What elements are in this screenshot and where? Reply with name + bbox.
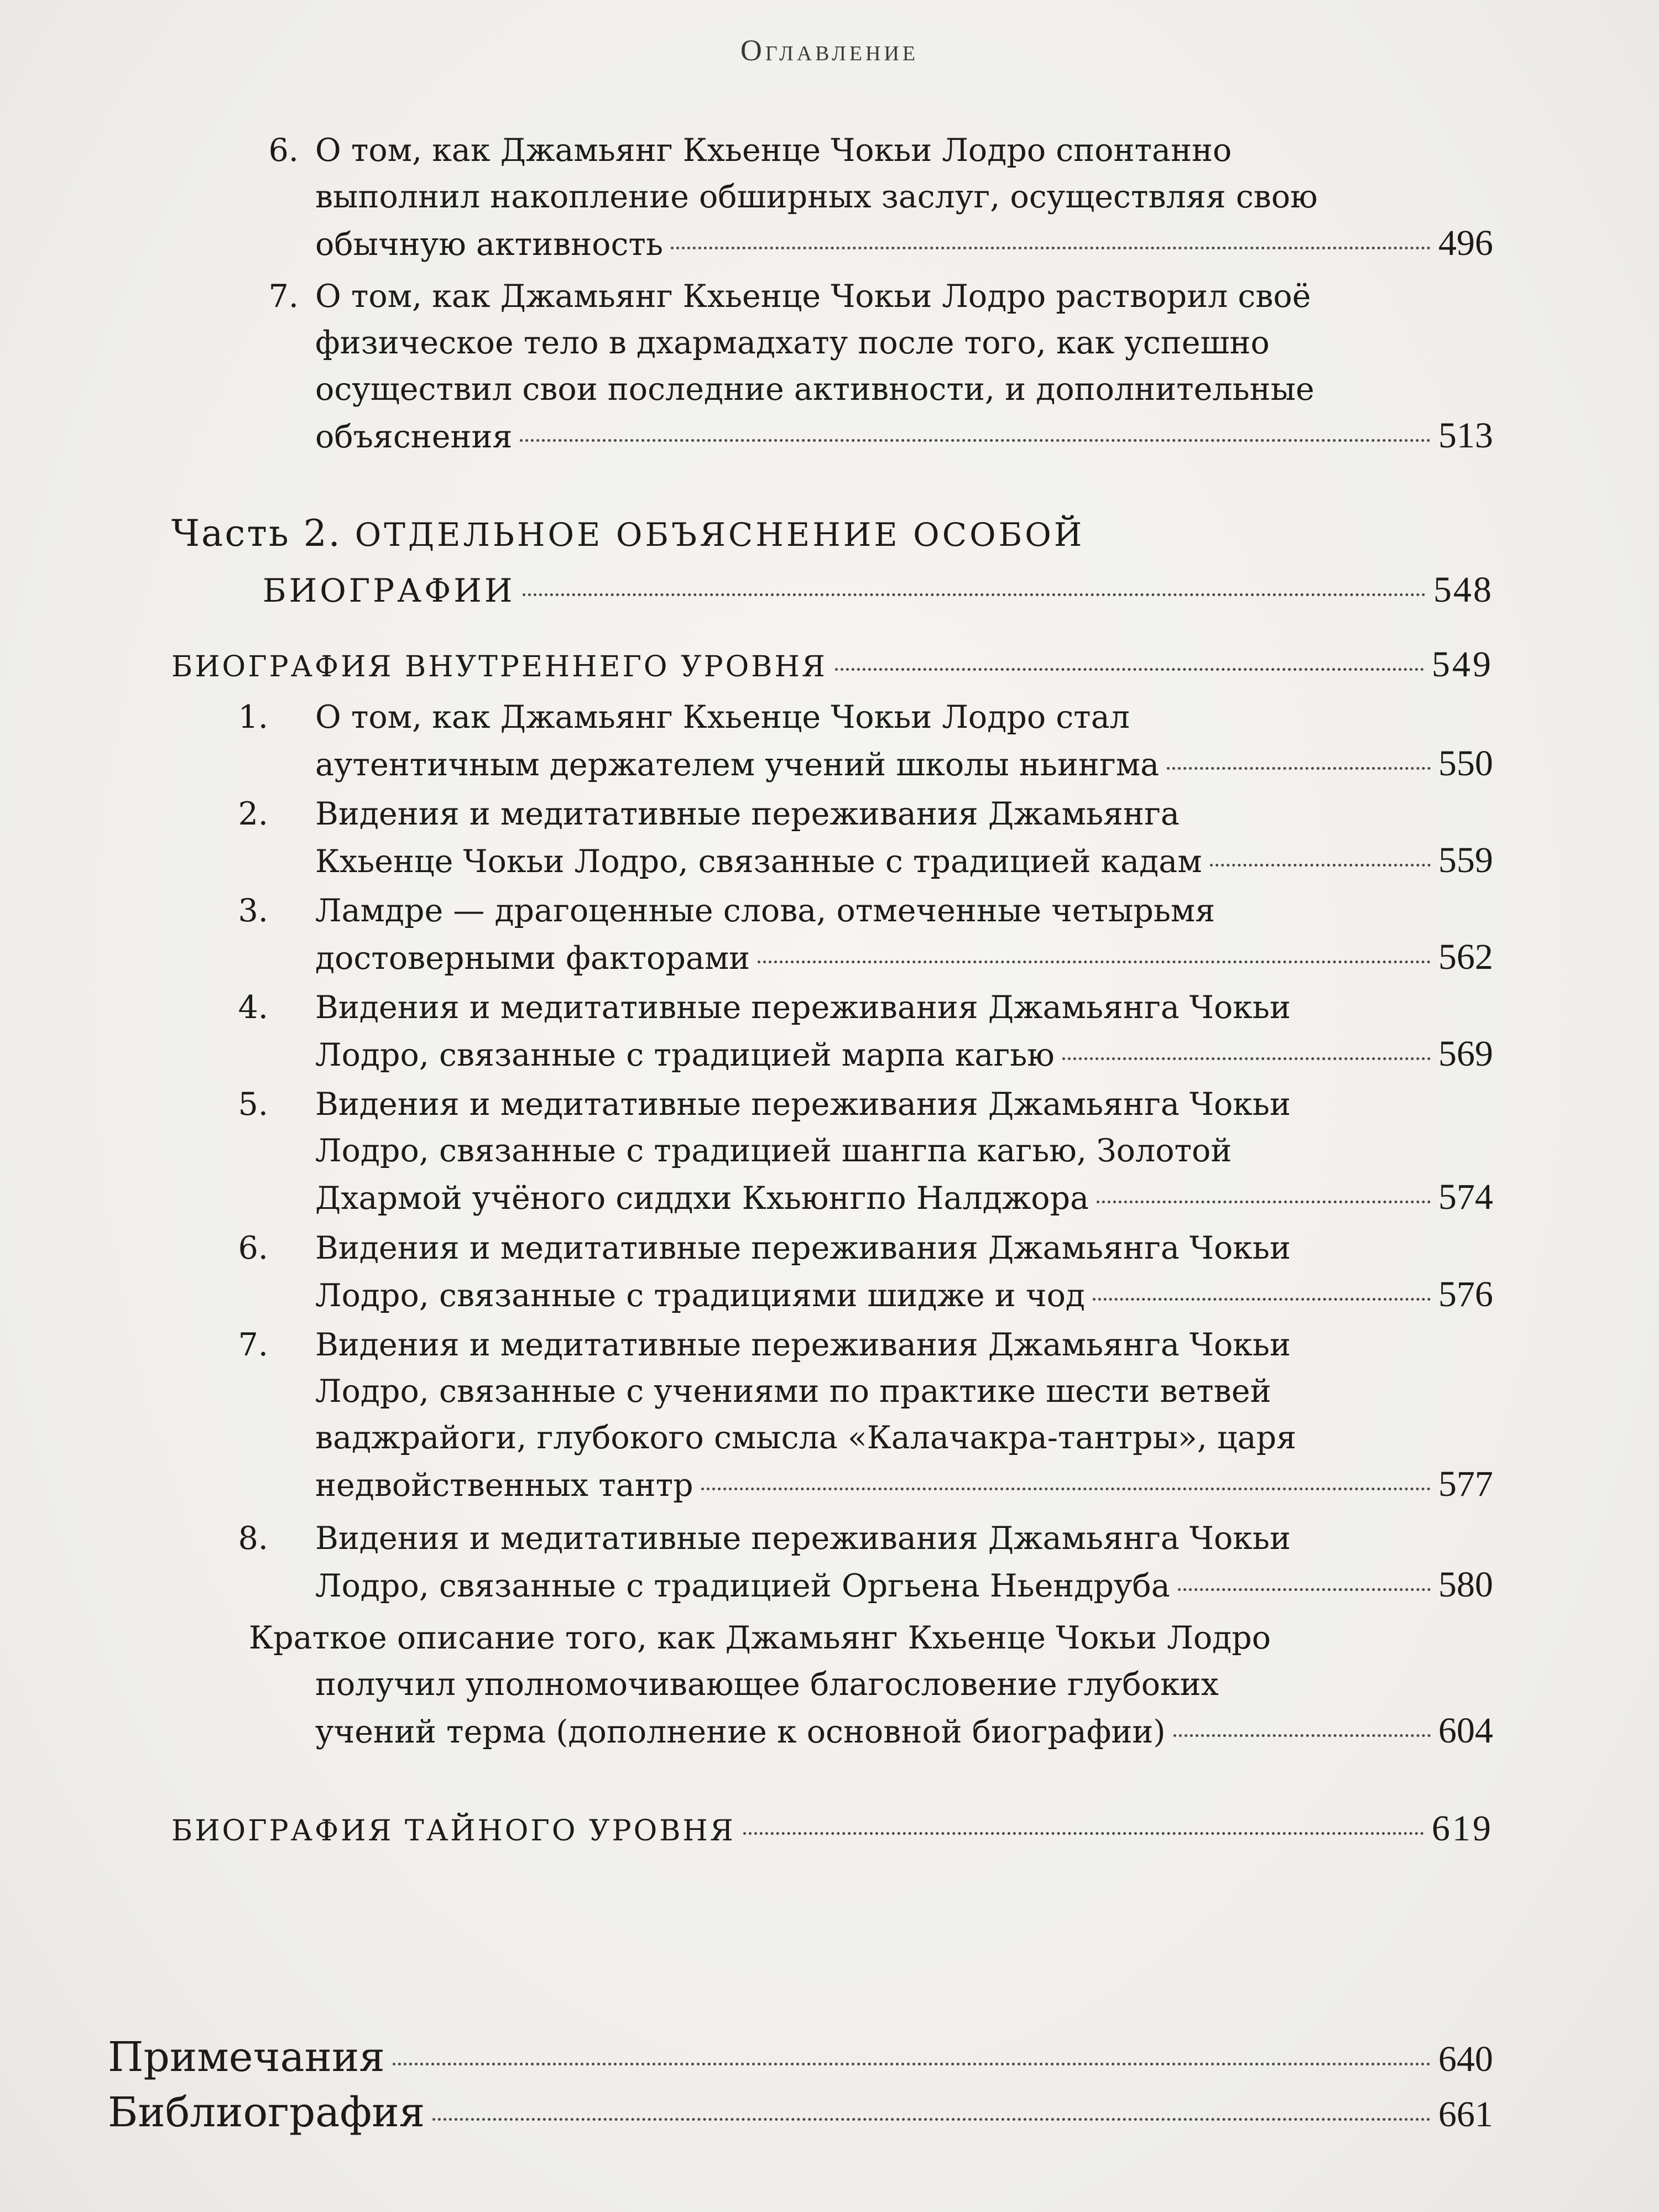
toc-entry-inner-section[interactable] bbox=[171, 641, 1493, 690]
entry-line: недвойственных тантр bbox=[315, 1467, 693, 1504]
toc-entry-secret-section[interactable] bbox=[171, 1806, 1493, 1854]
entry-line: О том, как Джамьянг Кхьенце Чокьи Лодро стал bbox=[315, 699, 1130, 735]
entry-number: 8. bbox=[238, 1520, 268, 1557]
running-head: Оглавление bbox=[740, 34, 919, 67]
entry-line: Видения и медитативные переживания Джамьянга Чокьи bbox=[315, 1086, 1291, 1123]
toc-entry-inner-7[interactable] bbox=[218, 1322, 1493, 1509]
page-number: 640 bbox=[1438, 2039, 1493, 2079]
dot-leader bbox=[743, 1832, 1424, 1835]
dot-leader bbox=[701, 1488, 1431, 1490]
dot-leader bbox=[835, 668, 1424, 671]
page-number: 580 bbox=[1438, 1564, 1493, 1605]
entry-number: 1. bbox=[238, 699, 268, 735]
entry-line: достоверными факторами bbox=[315, 940, 750, 977]
entry-line: получил уполномочивающее благословение глубоких bbox=[315, 1666, 1219, 1703]
entry-line: Лодро, связанные с традициями шидже и чод bbox=[315, 1277, 1086, 1314]
page-number: 559 bbox=[1438, 840, 1493, 880]
page-number: 548 bbox=[1433, 570, 1493, 610]
section-title: БИОГРАФИЯ ВНУТРЕННЕГО УРОВНЯ bbox=[171, 650, 827, 684]
entry-number: 2. bbox=[238, 796, 268, 832]
entry-number: 6. bbox=[238, 1230, 268, 1266]
entry-line: учений терма (дополнение к основной биографии) bbox=[315, 1714, 1166, 1750]
entry-line: Лодро, связанные с традицией марпа кагью bbox=[315, 1037, 1055, 1073]
toc-entry-bibliography[interactable] bbox=[108, 2085, 1493, 2142]
entry-line: Видения и медитативные переживания Джамьянга Чокьи bbox=[315, 989, 1291, 1026]
dot-leader bbox=[393, 2063, 1431, 2065]
entry-line: Лодро, связанные с традицией Оргьена Ньендруба bbox=[315, 1568, 1170, 1604]
part-title-line: ОТДЕЛЬНОЕ ОБЪЯСНЕНИЕ ОСОБОЙ bbox=[354, 516, 1085, 554]
entry-number: 6. bbox=[268, 132, 299, 169]
part-title-line: БИОГРАФИИ bbox=[263, 572, 515, 609]
entry-line: ваджрайоги, глубокого смысла «Калачакра-тантры», царя bbox=[315, 1420, 1297, 1456]
page-number: 604 bbox=[1438, 1710, 1493, 1751]
entry-line: аутентичным держателем учений школы ньингма bbox=[315, 747, 1160, 783]
dot-leader bbox=[1093, 1298, 1431, 1301]
entry-number: 5. bbox=[238, 1086, 268, 1123]
toc-entry-part1-7[interactable] bbox=[249, 273, 1493, 460]
page-number: 569 bbox=[1438, 1034, 1493, 1074]
toc-entry-notes[interactable] bbox=[108, 2030, 1493, 2087]
page-number: 619 bbox=[1432, 1808, 1493, 1849]
page-number: 574 bbox=[1438, 1177, 1493, 1217]
page-number: 496 bbox=[1438, 223, 1493, 263]
entry-number: 7. bbox=[268, 278, 299, 315]
dot-leader bbox=[1097, 1201, 1431, 1203]
entry-line: Дхармой учёного сиддхи Кхьюнгпо Налджора bbox=[315, 1180, 1089, 1217]
page-number: 562 bbox=[1438, 937, 1493, 977]
dot-leader bbox=[523, 593, 1426, 596]
entry-line: физическое тело в дхармадхату после того, как успешно bbox=[315, 325, 1270, 361]
toc-entry-inner-1[interactable] bbox=[218, 694, 1493, 788]
page-number: 550 bbox=[1438, 743, 1493, 784]
toc-entry-supplement[interactable] bbox=[249, 1615, 1493, 1755]
dot-leader bbox=[520, 439, 1431, 442]
entry-line: Лодро, связанные с традицией шангпа кагью, Золотой bbox=[315, 1133, 1232, 1169]
entry-number: 4. bbox=[238, 989, 268, 1026]
page-number: 577 bbox=[1438, 1464, 1493, 1504]
dot-leader bbox=[1167, 767, 1431, 770]
dot-leader bbox=[1062, 1057, 1431, 1060]
dot-leader bbox=[671, 247, 1431, 249]
toc-entry-inner-8[interactable] bbox=[218, 1515, 1493, 1609]
section-title: БИОГРАФИЯ ТАЙНОГО УРОВНЯ bbox=[171, 1814, 735, 1848]
entry-line: Кхьенце Чокьи Лодро, связанные с традицией кадам bbox=[315, 843, 1202, 880]
toc-entry-inner-2[interactable] bbox=[218, 791, 1493, 885]
page-number: 513 bbox=[1438, 415, 1493, 456]
entry-line: выполнил накопление обширных заслуг, осуществляя свою bbox=[315, 179, 1318, 215]
entry-line: О том, как Джамьянг Кхьенце Чокьи Лодро спонтанно bbox=[315, 132, 1232, 169]
toc-entry-inner-5[interactable] bbox=[218, 1081, 1493, 1222]
entry-number: 3. bbox=[238, 893, 268, 929]
page-number: 661 bbox=[1438, 2094, 1493, 2135]
section-title: Библиография bbox=[108, 2089, 425, 2136]
toc-entry-inner-4[interactable] bbox=[218, 984, 1493, 1078]
toc-entry-part1-6[interactable] bbox=[249, 127, 1493, 268]
part-prefix: Часть 2. bbox=[171, 512, 342, 555]
dot-leader bbox=[1210, 864, 1431, 867]
entry-line: Видения и медитативные переживания Джамьянга Чокьи bbox=[315, 1230, 1291, 1266]
dot-leader bbox=[1173, 1734, 1431, 1737]
dot-leader bbox=[1178, 1588, 1431, 1591]
entry-line: Видения и медитативные переживания Джамьянга bbox=[315, 796, 1180, 832]
entry-number: 7. bbox=[238, 1327, 268, 1363]
entry-line: Лодро, связанные с учениями по практике шести ветвей bbox=[315, 1373, 1271, 1410]
toc-entry-part2[interactable] bbox=[171, 506, 1493, 618]
toc-entry-inner-3[interactable] bbox=[218, 888, 1493, 982]
entry-line: Ламдре — драгоценные слова, отмеченные четырьмя bbox=[315, 893, 1215, 929]
entry-line: Видения и медитативные переживания Джамьянга Чокьи bbox=[315, 1327, 1291, 1363]
toc-entry-inner-6[interactable] bbox=[218, 1225, 1493, 1319]
entry-line: О том, как Джамьянг Кхьенце Чокьи Лодро растворил своё bbox=[315, 278, 1311, 315]
entry-line: Краткое описание того, как Джамьянг Кхьенце Чокьи Лодро bbox=[249, 1620, 1271, 1656]
page-number: 549 bbox=[1432, 644, 1493, 685]
entry-line: объяснения bbox=[315, 419, 513, 455]
page-number: 576 bbox=[1438, 1274, 1493, 1314]
dot-leader bbox=[758, 961, 1431, 963]
entry-line: обычную активность bbox=[315, 226, 663, 263]
entry-line: осуществил свои последние активности, и дополнительные bbox=[315, 371, 1314, 408]
entry-line: Видения и медитативные переживания Джамьянга Чокьи bbox=[315, 1520, 1291, 1557]
section-title: Примечания bbox=[108, 2033, 385, 2081]
dot-leader bbox=[432, 2118, 1431, 2121]
